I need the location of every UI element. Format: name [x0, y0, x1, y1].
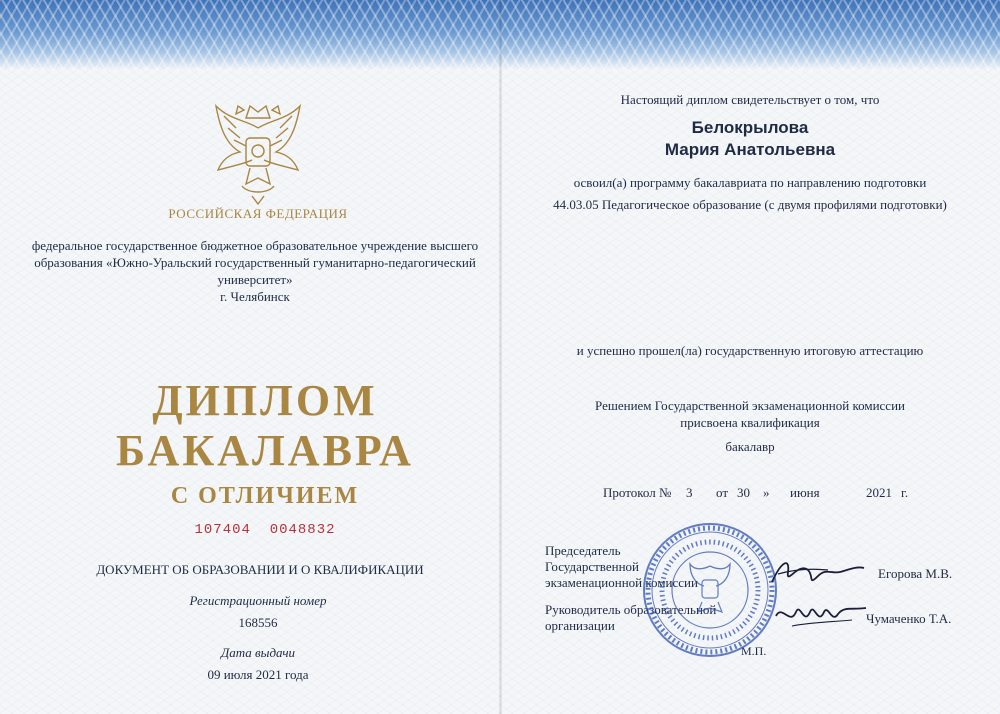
protocol-label: Протокол №	[603, 485, 672, 500]
registration-number: 168556	[238, 615, 278, 630]
diploma-title-line-1: ДИПЛОМ	[152, 376, 378, 425]
institution-line-2: образования «Южно-Уральский государственный гуманитарно-педагогический	[34, 255, 476, 270]
diploma-title-line-2: БАКАЛАВРА	[116, 426, 414, 475]
protocol-from-label: от	[716, 485, 729, 500]
decision-line-1: Решением Государственной экзаменационной комиссии	[595, 398, 905, 413]
chair-title-line-2: Государственной	[545, 559, 640, 574]
protocol-month: июня	[790, 485, 820, 500]
graduate-name: Мария Анатольевна	[664, 140, 836, 159]
coat-of-arms-icon	[206, 98, 310, 206]
center-fold	[499, 0, 502, 714]
certifies-label: Настоящий диплом свидетельствует о том, что	[620, 92, 880, 107]
chair-name: Егорова М.В.	[878, 566, 953, 581]
protocol-day: 30	[737, 485, 750, 500]
head-name: Чумаченко Т.А.	[866, 611, 952, 626]
distinction-label: С ОТЛИЧИЕМ	[170, 483, 360, 509]
country-label: РОССИЙСКАЯ ФЕДЕРАЦИЯ	[168, 206, 348, 221]
protocol-year: 2021	[866, 485, 892, 500]
institution-line-1: федеральное государственное бюджетное образовательное учреждение высшего	[31, 238, 479, 253]
chair-signature-icon	[768, 552, 868, 594]
issue-date: 09 июля 2021 года	[207, 667, 309, 682]
city-label: г. Челябинск	[220, 289, 290, 304]
head-title-line-1: Руководитель образовательной	[545, 602, 717, 617]
seal-place-label: М.П.	[741, 644, 767, 658]
protocol-quote: »	[763, 485, 770, 500]
protocol-number: 3	[686, 485, 693, 500]
attestation-label: и успешно прошел(ла) государственную итоговую аттестацию	[576, 343, 924, 358]
qualification-value: бакалавр	[725, 439, 775, 454]
program-intro: освоил(а) программу бакалавриата по направлению подготовки	[573, 175, 927, 190]
graduate-surname: Белокрылова	[691, 118, 809, 137]
serial-number: 107404 0048832	[194, 522, 336, 538]
protocol-year-suffix: г.	[901, 485, 909, 500]
issue-date-label: Дата выдачи	[220, 645, 296, 660]
institution-line-3: университет»	[217, 272, 293, 287]
head-signature-icon	[772, 596, 872, 634]
decision-line-2: присвоена квалификация	[680, 415, 820, 430]
program-name: 44.03.05 Педагогическое образование (с двумя профилями подготовки)	[553, 197, 947, 212]
chair-title-line-1: Председатель	[545, 543, 621, 558]
head-title-line-2: организации	[545, 618, 615, 633]
registration-label: Регистрационный номер	[189, 593, 327, 608]
official-stamp-icon	[640, 520, 780, 660]
document-type-label: ДОКУМЕНТ ОБ ОБРАЗОВАНИИ И О КВАЛИФИКАЦИИ	[96, 562, 424, 577]
chair-title-line-3: экзаменационной комиссии	[545, 575, 698, 590]
